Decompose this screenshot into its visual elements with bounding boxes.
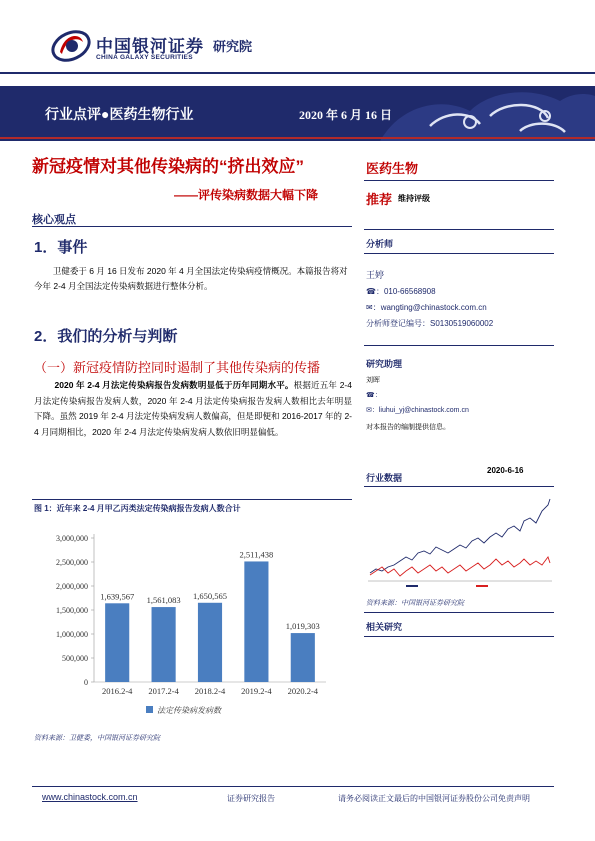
- y-tick-label: 1,000,000: [56, 630, 88, 639]
- report-subtitle: ——评传染病数据大幅下降: [174, 188, 319, 202]
- y-tick-label: 500,000: [62, 654, 88, 663]
- section-2-paragraph: [34, 378, 352, 440]
- galaxy-logo-icon: [50, 24, 92, 66]
- section-2-heading: 2．我们的分析与判断: [34, 328, 178, 345]
- assistant-phone: ☎：: [366, 392, 382, 399]
- analyst-name: 王婷: [366, 270, 385, 280]
- rating: 推荐: [366, 192, 393, 207]
- logo-english-name: CHINA GALAXY SECURITIES: [96, 54, 193, 61]
- bar: [198, 603, 222, 682]
- x-tick-label: 2017.2-4: [148, 686, 179, 696]
- x-tick-label: 2020.2-4: [287, 686, 319, 696]
- y-tick-label: 3,000,000: [56, 534, 88, 543]
- industry-divider: [364, 180, 554, 181]
- bar: [105, 603, 129, 682]
- bar-chart: [34, 520, 352, 732]
- legend-label: 法定传染病发病数: [157, 706, 221, 715]
- rating-note: 维持评级: [398, 194, 430, 203]
- assistant-note: 对本报告的编制提供信息。: [366, 424, 450, 431]
- footer-disclaimer: 请务必阅读正文最后的中国银河证券股份公司免责声明: [338, 794, 530, 803]
- data-label: 1,639,567: [100, 591, 135, 602]
- section-1-text: [34, 264, 352, 294]
- assistant-name: 刘晖: [366, 377, 380, 384]
- analyst-divider: [364, 253, 554, 254]
- figure-source: 资料来源：卫健委，中国银河证券研究院: [34, 735, 160, 742]
- footer-divider: [32, 786, 554, 787]
- y-tick-label: 0: [84, 678, 88, 687]
- y-tick-label: 2,000,000: [56, 582, 88, 591]
- header-divider: [0, 72, 595, 74]
- rating-divider: [364, 229, 554, 230]
- data-label: 1,650,565: [193, 590, 227, 601]
- figure-title: 图 1：近年来 2-4 月甲乙丙类法定传染病报告发病人数合计: [34, 504, 241, 513]
- analyst-email[interactable]: ✉：wangting@chinastock.com.cn: [366, 303, 487, 312]
- bar: [152, 607, 176, 682]
- data-label: 1,019,303: [285, 621, 320, 632]
- data-label: 1,561,083: [146, 595, 181, 606]
- section-1-heading: 1．事件: [34, 239, 88, 256]
- x-tick-label: 2019.2-4: [241, 686, 272, 696]
- paragraph-body: 根据近五年 2-4 月法定传染病报告发病人数，2020 年 2-4 月法定传染病报告发病人数相比去年明显下降。虽然 2019 年 2-4 月法定传染病发病人数偏高，但是即便和 2016-2017 年的 2-4 月同期相比，2020 年 2-4 月法定传染病发病人数依旧明显偏低。: [34, 380, 352, 437]
- market-data-source: 资料来源：中国银河证券研究院: [366, 600, 464, 607]
- mini-legend-swatch-1: [406, 585, 418, 587]
- report-category: 行业点评●医药生物行业: [45, 106, 194, 122]
- analyst-heading: 分析师: [366, 239, 394, 249]
- related-research-heading: 相关研究: [366, 622, 403, 632]
- y-tick-label: 2,500,000: [56, 558, 88, 567]
- benchmark-index-line: [370, 557, 550, 576]
- report-date: 2020 年 6 月 16 日: [299, 108, 393, 122]
- assistant-top-divider: [364, 345, 554, 346]
- report-title: 新冠疫情对其他传染病的“挤出效应”: [32, 157, 304, 176]
- industry-name: 医药生物: [366, 161, 419, 176]
- data-label: 2,511,438: [239, 549, 274, 560]
- analyst-phone: ☎：010-66568908: [366, 287, 436, 296]
- bar: [244, 561, 268, 682]
- assistant-email[interactable]: ✉：liuhui_yj@chinastock.com.cn: [366, 407, 469, 414]
- bar: [291, 633, 315, 682]
- figure-divider: [32, 499, 352, 500]
- company-logo: [50, 24, 260, 66]
- assistant-heading: 研究助理: [366, 359, 403, 369]
- market-data-heading: 行业数据: [366, 473, 403, 483]
- core-view-label: 核心观点: [32, 214, 76, 226]
- institute-label: 研究院: [213, 39, 253, 54]
- x-tick-label: 2018.2-4: [194, 686, 226, 696]
- industry-index-chart: [366, 481, 554, 594]
- logo-chinese-name: 中国银河证券: [96, 37, 204, 56]
- subsection-1-heading: （一）新冠疫情防控同时遏制了其他传染病的传播: [34, 360, 321, 375]
- section-1-body: 卫健委于 6 月 16 日发布 2020 年 4 月全国法定传染病疫情概况。本篇报告将对今年 2-4 月全国法定传染病数据进行整体分析。: [34, 266, 348, 291]
- market-data-date: 2020-6-16: [487, 466, 524, 475]
- mini-legend-swatch-2: [476, 585, 488, 587]
- related-top-divider: [364, 612, 554, 613]
- y-tick-label: 1,500,000: [56, 606, 88, 615]
- footer-website-link[interactable]: www.chinastock.com.cn: [42, 792, 138, 802]
- paragraph-lead: 2020 年 2-4 月法定传染病报告发病数明显低于历年同期水平。: [54, 380, 294, 390]
- analyst-cert-number: 分析师登记编号：S0130519060002: [366, 319, 494, 328]
- footer-report-type: 证券研究报告: [227, 794, 275, 803]
- header-accent-line: [0, 137, 595, 139]
- core-divider: [32, 226, 352, 227]
- related-divider: [364, 636, 554, 637]
- legend-swatch: [146, 706, 153, 713]
- x-tick-label: 2016.2-4: [101, 686, 133, 696]
- industry-index-line: [370, 499, 550, 573]
